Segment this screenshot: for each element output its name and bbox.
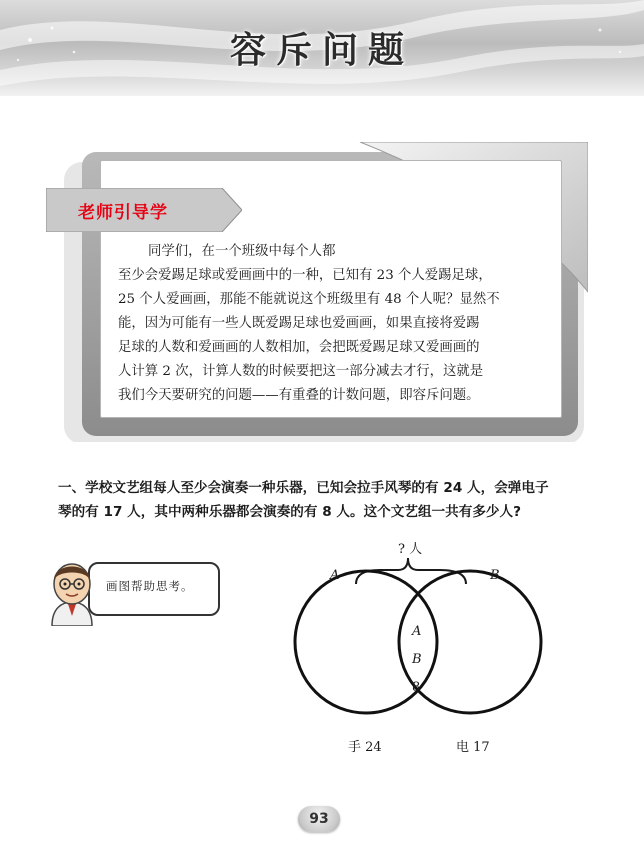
venn-overlap-a: A	[412, 624, 422, 639]
venn-overlap-value: 8	[412, 680, 421, 695]
venn-diagram	[280, 532, 560, 762]
guide-line-2: 至少会爱踢足球或爱画画中的一种，已知有 23 个人爱踢足球，	[118, 268, 492, 283]
page-title: 容斥问题	[229, 29, 414, 71]
teacher-avatar-icon	[44, 556, 100, 626]
venn-right-label: B	[490, 568, 500, 583]
question-line-2: 琴的有 17 人，其中两种乐器都会演奏的有 8 人。这个文艺组一共有多少人?	[58, 504, 522, 520]
hint-text: 画图帮助思考。	[106, 579, 194, 593]
venn-right-count: 电 17	[456, 740, 490, 755]
venn-overlap-b: B	[412, 652, 422, 667]
set-b-circle	[399, 571, 541, 713]
guide-line-1: 同学们，在一个班级中每个人都	[148, 244, 336, 259]
page-number: 93	[298, 806, 340, 832]
venn-total-label: ? 人	[398, 542, 423, 557]
guide-line-6: 人计算 2 次，计算人数的时候要把这一部分减去才行，这就是	[118, 364, 484, 379]
venn-left-label: A	[330, 568, 340, 583]
guide-line-7: 我们今天要研究的问题——有重叠的计数问题，即容斥问题。	[118, 388, 480, 403]
venn-left-count: 手 24	[348, 740, 382, 755]
guide-tag-label: 老师引导学	[78, 203, 168, 223]
question-line-1: 一、学校文艺组每人至少会演奏一种乐器，已知会拉手风琴的有 24 人，会弹电子	[58, 480, 549, 496]
guide-line-4: 能，因为可能有一些人既爱踢足球也爱画画，如果直接将爱踢	[118, 316, 480, 331]
guide-line-5: 足球的人数和爱画画的人数相加，会把既爱踢足球又爱画画的	[118, 340, 480, 355]
guide-line-3: 25 个人爱画画，那能不能就说这个班级里有 48 个人呢？显然不	[118, 292, 500, 307]
